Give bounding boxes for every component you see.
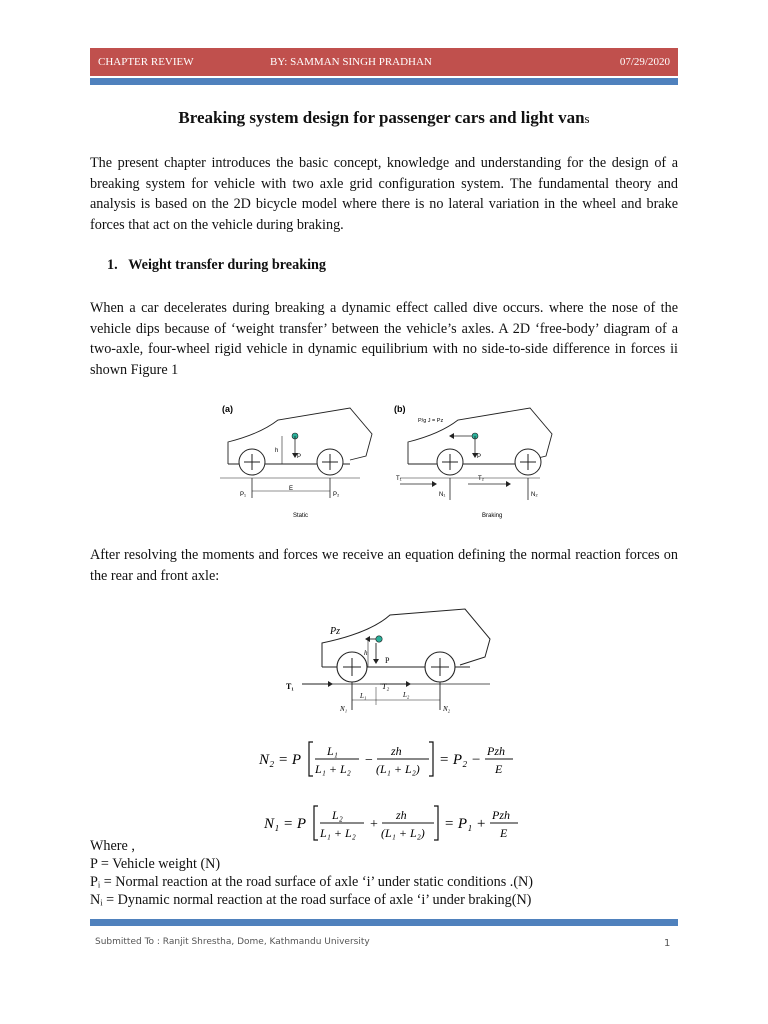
panel-a-label: (a) xyxy=(222,404,233,414)
eq-n1-frac2-num: zh xyxy=(396,808,407,822)
eq-n2-op: − xyxy=(365,753,373,768)
eq-n1-op: + xyxy=(370,817,378,832)
label-n1-detail: N₁ xyxy=(340,705,348,713)
intro-paragraph: The present chapter introduces the basic concept, knowledge and understanding for the design of a breaking system for vehicle with two axle grid configuration system. The fundamental theory and analysis is based on the 2D bicycle model where there is no lateral variation in the wheel and brake forces that act on the vehicle during braking. xyxy=(90,155,678,233)
resolution-paragraph: After resolving the moments and forces we receive an equation defining the normal reaction forces on the rear and front axle: xyxy=(90,547,678,584)
label-t1-braking: T₁ xyxy=(396,476,402,482)
label-p-detail: P xyxy=(385,656,390,665)
eq-n2-frac1-num: L₁ xyxy=(327,744,338,758)
label-t1-detail: T₁ xyxy=(286,682,294,691)
eq-n2-frac2-num: zh xyxy=(391,744,402,758)
cg-marker-detail xyxy=(376,636,382,642)
def-pi: Pᵢ = Normal reaction at the road surface of axle ‘i’ under static conditions .(N) xyxy=(90,874,534,890)
equation-n2 xyxy=(255,736,525,782)
eq-n1-rhs: = P₁ + xyxy=(444,816,487,832)
label-l1-detail: L₁ xyxy=(360,692,367,700)
eq-n2-frac1-den: L₁ + L₂ xyxy=(315,762,351,776)
eq-n1-frac1-num: L₂ xyxy=(332,808,343,822)
figure-braking-detail xyxy=(280,605,510,720)
caption-static: Static xyxy=(293,513,309,519)
eq-n1-lhs: N₁ = P xyxy=(264,816,307,832)
eq-n1-frac1-den: L₁ + L₂ xyxy=(320,826,356,840)
label-pz-detail: Pz xyxy=(330,626,340,637)
def-where: Where , xyxy=(90,838,135,854)
label-t2-braking: T₂ xyxy=(478,476,484,482)
eq-n2-rhs: = P₂ − xyxy=(439,752,482,768)
header-author: BY: SAMMAN SINGH PRADHAN xyxy=(270,56,432,68)
label-e-static: E xyxy=(289,486,294,492)
title-main: Breaking system design for passenger cars and light van xyxy=(178,108,585,127)
label-inertia-force: P/g J = Pz xyxy=(418,418,444,424)
section-number: 1. xyxy=(107,257,118,273)
header-chapter-review: CHAPTER REVIEW xyxy=(98,56,194,68)
eq-n2-frac2-den: (L₁ + L₂) xyxy=(376,762,420,776)
label-n2-braking: N₂ xyxy=(531,492,538,498)
label-p-braking: P xyxy=(477,454,482,460)
page-header xyxy=(90,48,678,76)
footer-submitted: Submitted To : Ranjit Shrestha, Dome, Kathmandu University xyxy=(95,937,370,947)
header-rule xyxy=(90,78,678,85)
label-h-detail: h xyxy=(364,649,368,657)
def-ni: Nᵢ = Dynamic normal reaction at the road surface of axle ‘i’ under braking(N) xyxy=(90,892,532,908)
label-p-static: P xyxy=(297,454,302,460)
definitions-list xyxy=(90,837,533,909)
eq-n1-frac2-den: (L₁ + L₂) xyxy=(381,826,425,840)
label-t2-detail: T₂ xyxy=(382,682,390,691)
section-title: Weight transfer during breaking xyxy=(128,257,327,273)
figure-static-braking xyxy=(200,398,600,523)
caption-braking: Braking xyxy=(482,513,503,519)
page-number: 1 xyxy=(664,938,671,949)
label-p2-static: P₂ xyxy=(333,492,340,498)
document-title xyxy=(0,108,768,128)
weight-transfer-paragraph: When a car decelerates during breaking a dynamic effect called dive occurs. where the nose of the vehicle dips because of ‘weight transfer’ between the vehicle’s axles. A 2D ‘free-body’ diagram of a two-axle, four-wheel rigid vehicle in dynamic equilibrium with no side-to-side difference in forces ii shown Figure 1 xyxy=(90,300,678,378)
eq-n2-frac3-den: E xyxy=(495,762,503,776)
title-tail: s xyxy=(584,111,590,126)
label-h-static: h xyxy=(275,448,279,454)
label-n2-detail: N₂ xyxy=(443,705,451,713)
eq-n2-lhs: N₂ = P xyxy=(259,752,302,768)
def-p: P = Vehicle weight (N) xyxy=(90,856,221,872)
label-n1-braking: N₁ xyxy=(439,492,446,498)
eq-n1-frac3-num: Pzh xyxy=(492,808,510,822)
eq-n1-frac3-den: E xyxy=(500,826,508,840)
panel-b-label: (b) xyxy=(394,404,406,414)
label-p1-static: P₁ xyxy=(240,492,247,498)
section-heading xyxy=(107,257,326,274)
label-l2-detail: L₂ xyxy=(403,691,410,699)
eq-n2-frac3-num: Pzh xyxy=(487,744,505,758)
header-date: 07/29/2020 xyxy=(619,56,670,68)
footer-rule xyxy=(90,919,678,926)
